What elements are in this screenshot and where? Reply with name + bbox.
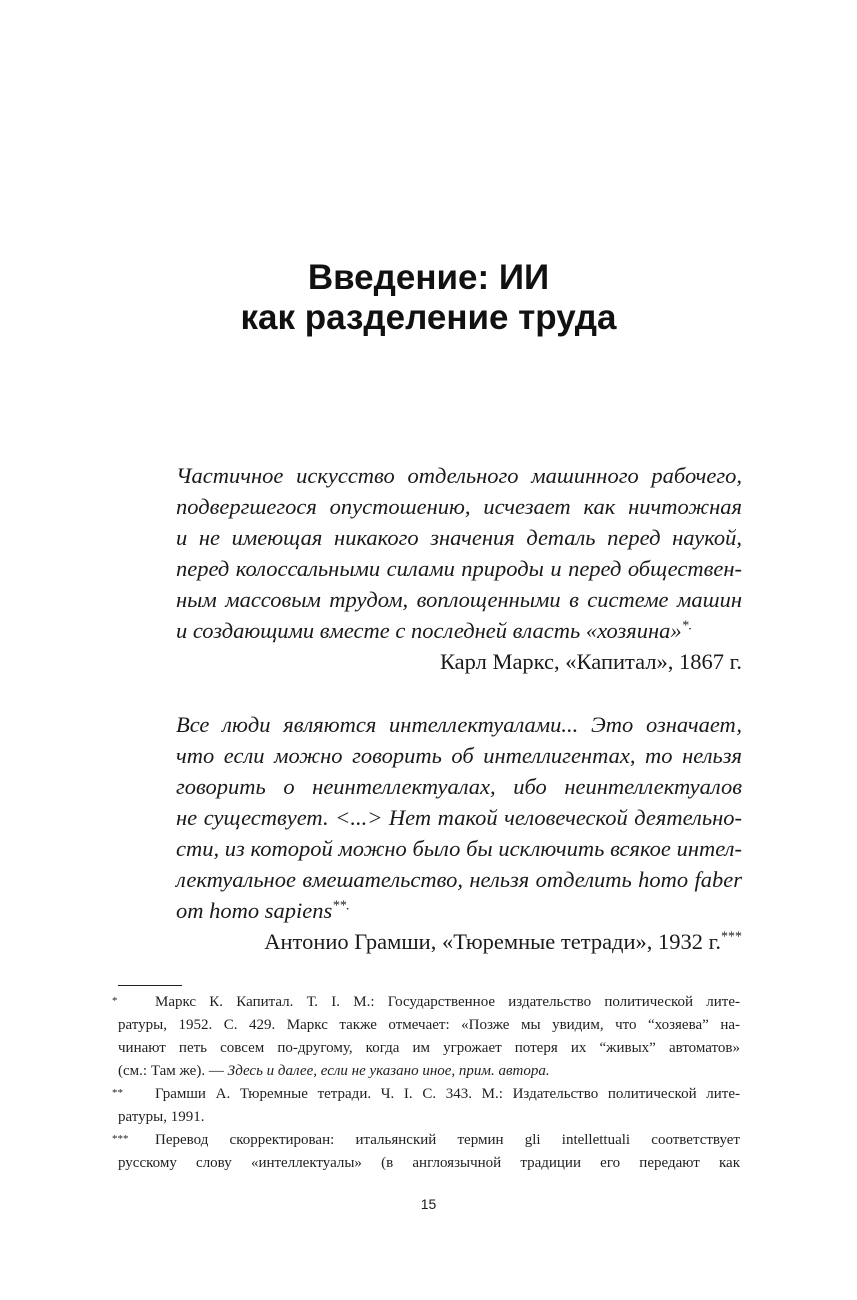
epigraph-marx (176, 460, 742, 677)
footnote-line: Грамши А. Тюремные тетради. Ч. I. С. 343. М.: Издательство политической лите- (155, 1086, 740, 1102)
footnote-line-text: (см.: Там же). — (118, 1063, 228, 1079)
footnote-line: чинают петь совсем по-другому, когда им угрожает потеря их “живых” автоматов» (118, 1040, 740, 1056)
epigraph-gramsci (176, 709, 742, 957)
footnote-line: ратуры, 1991. (118, 1109, 205, 1125)
epigraph-line: говорить о неинтеллектуалах, ибо неинтеллектуалов (176, 774, 742, 799)
footnote-3 (112, 1129, 740, 1175)
epigraph-attribution: Карл Маркс, «Капитал», 1867 г. (439, 649, 742, 674)
epigraph-line-last (176, 895, 742, 926)
footnote-ref[interactable]: *. (681, 618, 693, 634)
chapter-title-line-1: Введение: ИИ (307, 258, 550, 297)
footnote-line: Маркс К. Капитал. Т. I. М.: Государственное издательство политической лите- (155, 994, 740, 1010)
footnote-line (118, 1060, 740, 1083)
page-number: 15 (420, 1196, 437, 1212)
footnote-1 (112, 991, 740, 1083)
epigraph-line: что если можно говорить об интеллигентах, то нельзя (176, 743, 742, 768)
epigraph-line: ным массовым трудом, воплощенными в системе машин (176, 587, 742, 612)
footnote-line: ратуры, 1952. С. 429. Маркс также отмечает: «Позже мы увидим, что “хозяева” на- (118, 1017, 740, 1033)
footnote-mark: *** (112, 1133, 129, 1145)
footnote-divider (118, 985, 182, 986)
footnote-ref[interactable]: **. (332, 898, 350, 914)
footnote-italic-note: Здесь и далее, если не указано иное, прим. автора. (227, 1063, 550, 1079)
footnote-mark: ** (112, 1087, 123, 1099)
epigraph-attribution-text: Антонио Грамши, «Тюремные тетради», 1932 г. (264, 929, 721, 954)
epigraph-attribution (176, 926, 742, 957)
epigraph-line: Частичное искусство отдельного машинного рабочего, (176, 463, 742, 488)
epigraph-line: Все люди являются интеллектуалами... Это означает, (176, 712, 742, 737)
epigraph-line-text: от homo sapiens (176, 898, 333, 923)
epigraph-line: не существует. <...> Нет такой человеческой деятельно- (176, 805, 742, 830)
footnote-line: русскому слову «интеллектуалы» (в англоязычной традиции его передают как (118, 1155, 740, 1171)
footnote-2 (112, 1083, 740, 1129)
epigraph-line-last (176, 615, 742, 646)
chapter-title-line-2: как разделение труда (240, 298, 617, 337)
epigraph-line: сти, из которой можно было бы исключить всякое интел- (176, 836, 742, 861)
epigraph-line: лектуальное вмешательство, нельзя отделить homo faber (176, 867, 742, 892)
epigraph-line: подвергшегося опустошению, исчезает как ничтожная (176, 494, 742, 519)
footnote-ref[interactable]: *** (721, 929, 742, 945)
epigraph-line: перед колоссальными силами природы и перед обществен- (176, 556, 742, 581)
epigraph-line-text: и создающими вместе с последней власть «хозяина» (176, 618, 682, 643)
footnotes (112, 991, 740, 1175)
epigraph-line: и не имеющая никакого значения деталь перед наукой, (176, 525, 742, 550)
footnote-mark: * (112, 995, 118, 1007)
chapter-title (0, 258, 857, 338)
footnote-line: Перевод скорректирован: итальянский термин gli intellettuali соответствует (155, 1132, 740, 1148)
